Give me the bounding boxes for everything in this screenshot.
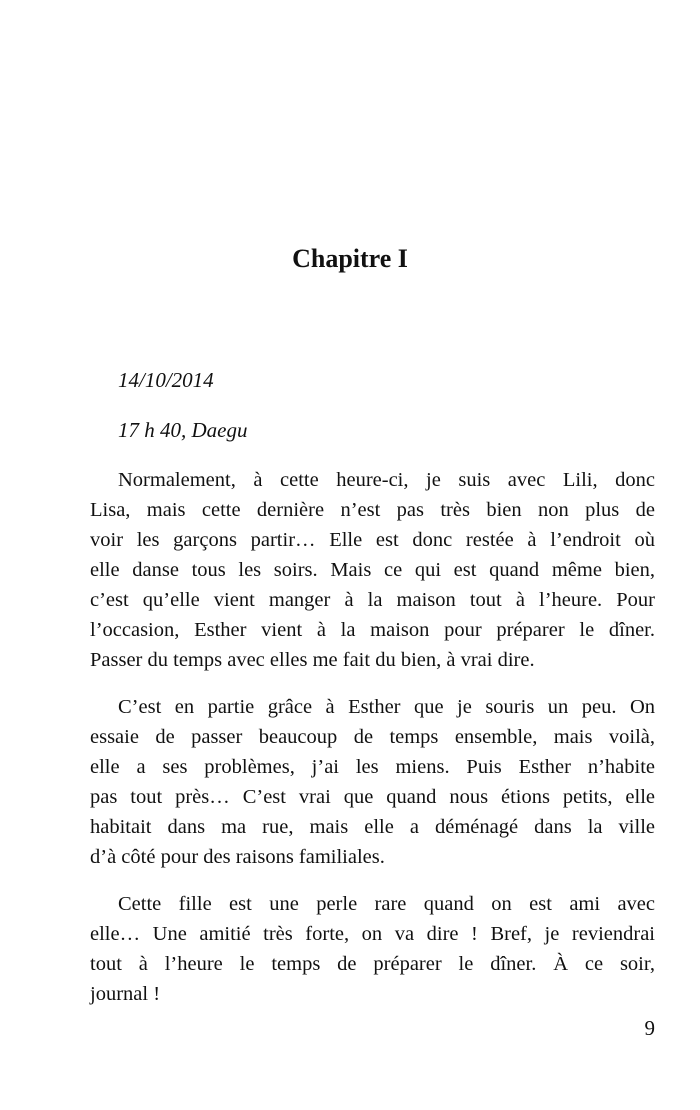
paragraph [90, 889, 655, 1009]
text-line: essaie de passer beaucoup de temps ensemble, mais voilà, [90, 726, 655, 748]
text-line: journal ! [90, 983, 161, 1005]
page-number: 9 [644, 1016, 655, 1040]
text-line: Lisa, mais cette dernière n’est pas très bien non plus de [90, 499, 655, 521]
text-line: d’à côté pour des raisons familiales. [90, 846, 385, 868]
text-line: c’est qu’elle vient manger à la maison tout à l’heure. Pour [90, 589, 655, 611]
text-line: voir les garçons partir… Elle est donc restée à l’endroit où [90, 529, 655, 551]
text-line: Passer du temps avec elles me fait du bien, à vrai dire. [90, 649, 535, 671]
text-line: pas tout près… C’est vrai que quand nous étions petits, elle [90, 786, 655, 808]
paragraph [90, 692, 655, 872]
text-line: Normalement, à cette heure-ci, je suis avec Lili, donc [118, 469, 655, 491]
paragraph [90, 465, 655, 675]
entry-date: 14/10/2014 [118, 368, 214, 392]
text-line: elle danse tous les soirs. Mais ce qui est quand même bien, [90, 559, 655, 581]
text-line: Cette fille est une perle rare quand on est ami avec [118, 893, 655, 915]
text-line: habitait dans ma rue, mais elle a déménagé dans la ville [90, 816, 655, 838]
text-line: tout à l’heure le temps de préparer le dîner. À ce soir, [90, 953, 655, 975]
text-line: l’occasion, Esther vient à la maison pour préparer le dîner. [90, 619, 655, 641]
text-line: C’est en partie grâce à Esther que je souris un peu. On [118, 696, 655, 718]
chapter-title: Chapitre I [292, 244, 408, 273]
chapter-body [90, 465, 655, 1026]
text-line: elle… Une amitié très forte, on va dire ! Bref, je reviendrai [90, 923, 655, 945]
entry-time-place: 17 h 40, Daegu [118, 418, 248, 442]
text-line: elle a ses problèmes, j’ai les miens. Puis Esther n’habite [90, 756, 655, 778]
